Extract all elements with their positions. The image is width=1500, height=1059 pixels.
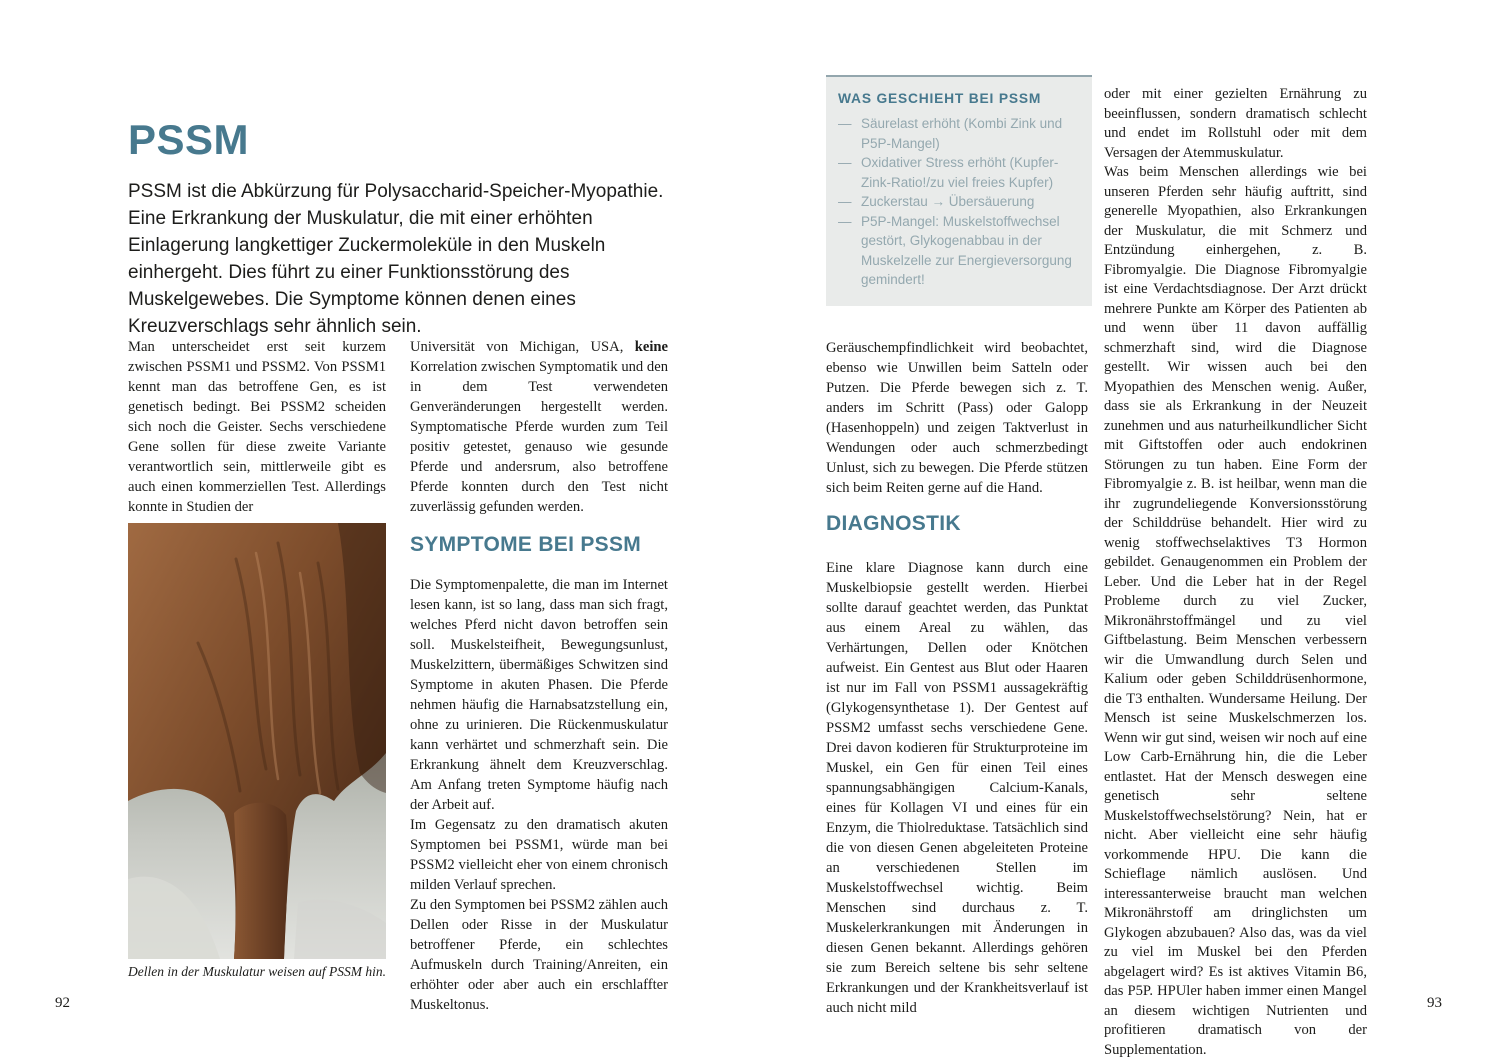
page-number-right: 93 (1427, 995, 1442, 1011)
body-paragraph: Im Gegensatz zu den dramatisch akuten Symptomen bei PSSM1, würde man bei PSSM2 vielleicht eher von einem chronisch milden Verlauf sprechen. (410, 817, 668, 893)
dash-bullet: — (838, 155, 852, 170)
infobox-item-text: Zuckerstau → Übersäuerung (861, 194, 1035, 209)
infobox-item (838, 114, 1078, 153)
left-page-column-2 (410, 337, 668, 1015)
section-heading-symptome: SYMPTOME BEI PSSM (410, 533, 642, 556)
right-page-column-1 (826, 338, 1088, 1018)
right-page-column-2 (1104, 85, 1367, 1059)
infobox-item-text: P5P-Mangel: Muskelstoffwechsel gestört, Glykogenabbau in der Muskelzelle zur Energieversorgung gemindert! (861, 213, 1072, 287)
section-heading-diagnostik: DIAGNOSTIK (826, 512, 961, 535)
infobox-item (838, 192, 1078, 212)
page-number-left: 92 (55, 995, 70, 1011)
body-paragraph: Die Symptomenpalette, die man im Internet lesen kann, ist so lang, dass man sich fragt, welches Pferd nicht davon betroffen sein soll. Muskelsteifheit, Bewegungsunlust, Muskelzittern, übermäßiges Schwitzen sind Symptome in akuten Phasen. Die Pferde nehmen häufig die Harnabsatzstellung ein, ohne zu urinieren. Die Rückenmuskulatur kann verhärtet und schmerzhaft sein. Die Erkrankung ähnelt dem Kreuzverschlag. Am Anfang treten Symptome häufig nach der Arbeit auf. (410, 577, 668, 813)
page-title: PSSM (128, 116, 250, 163)
body-paragraph: Man unterscheidet erst seit kurzem zwischen PSSM1 und PSSM2. Von PSSM1 kennt man das betroffene Gen, es ist genetisch bedingt. Bei PSSM2 scheiden sich noch die Geister. Sechs verschiedene Gene sollen für diese zweite Variante verantwortlich sein, mittlerweile gibt es auch einen kommerziellen Test. Allerdings konnte in Studien der (128, 339, 386, 515)
body-paragraph: oder mit einer gezielten Ernährung zu beeinflussen, sondern dramatisch schlecht und endet im Rollstuhl oder mit dem Versagen der Atemmuskulatur. (1104, 86, 1367, 161)
photo-caption: Dellen in der Muskulatur weisen auf PSSM hin. (128, 964, 386, 979)
left-page-column-1 (128, 337, 386, 517)
body-paragraph (410, 337, 668, 517)
bold-keyword: keine (634, 339, 668, 355)
infobox-item-text: Oxidativer Stress erhöht (Kupfer-Zink-Ratio!/zu viel freies Kupfer) (861, 155, 1059, 190)
dash-bullet: — (838, 213, 852, 229)
infobox-title: WAS GESCHIEHT BEI PSSM (838, 91, 1042, 106)
body-paragraph: Zu den Symptomen bei PSSM2 zählen auch Dellen oder Risse in der Muskulatur betroffener Pferde, ein schlechtes Aufmuskeln durch Training/Anreiten, ein erhöhter oder aber auch ein erschlaffter Muskeltonus. (410, 897, 668, 1013)
body-paragraph: Geräuschempfindlichkeit wird beobachtet, ebenso wie Unwillen beim Satteln oder Putzen. Die Pferde bewegen sich z. T. anders im Schritt (Pass) oder Galopp (Hasenhoppeln) und zeigen Taktverlust in Wendungen oder auch schmerzbedingt Unlust, sich zu bewegen. Die Pferde stützen sich beim Reiten gerne auf die Hand. (826, 340, 1088, 496)
horse-muscle-photo (128, 523, 386, 959)
paragraph-text: Universität von Michigan, USA, (410, 339, 635, 355)
intro-paragraph: PSSM ist die Abkürzung für Polysaccharid-Speicher-Myopathie. Eine Erkrankung der Muskulatur, die mit einer erhöhten Einlagerung langkettiger Zuckermoleküle in den Muskeln einhergeht. Dies führt zu einer Funktionsstörung des Muskelgewebes. Die Symptome können denen eines Kreuzverschlags sehr ähnlich sein. (128, 181, 664, 337)
dash-bullet: — (838, 116, 852, 131)
infobox-was-geschieht-bei-pssm (826, 75, 1092, 306)
dash-bullet: — (838, 194, 852, 209)
body-paragraph: Was beim Menschen allerdings wie bei unseren Pferden sehr häufig auftritt, sind generelle Myopathien, also Erkrankungen der Muskulatur, die mit Schmerz und Entzündung einhergehen, z. B. Fibromyalgie. Die Diagnose Fibromyalgie ist eine Verdachtsdiagnose. Der Arzt drückt mehrere Punkte am Körper des Patienten ab und wenn über 11 davon auffällig schmerzhaft sind, wird die Diagnose gestellt. Wir wissen auch bei den Myopathien des Menschen wenig. Außer, dass sie als Erkrankung in der Neuzeit zunehmen und aus naturheilkundlicher Sicht mit Giftstoffen oder auch endokrinen Störungen zu tun haben. Eine Form der Fibromyalgie z. B. ist heilbar, wenn man die ihr zugrundeliegende Konversionsstörung der Schilddrüse behandelt. Hier wird zu wenig stoffwechselaktives T3 Hormon gebildet. Genaugenommen ein Problem der Leber. Und die Leber hat in der Regel Probleme durch zu viel Zucker, Mikronährstoffmängel und zu viel Giftbelastung. Beim Menschen verbessern wir die Umwandlung durch Selen und Kalium oder geben Schilddrüsenhormone, die T3 enthalten. Wundersame Heilung. Der Mensch ist seine Muskelschmerzen los. Wenn wir gut sind, weisen wir noch auf eine Low Carb-Ernährung hin, die die Leber entlastet. Hat der Mensch deswegen eine genetisch sehr seltene Muskelstoffwechselstörung? Nein, hat er nicht. Aber vielleicht eine sehr häufig vorkommende HPU. Die kann die Schieflage nämlich auslösen. Und interessanterweise braucht man welchen Mikronährstoff am dringlichsten um Glykogen abzubauen? Also das, was da viel zu viel im Muskel bei den Pferden abgelagert wird? Es ist aktives Vitamin B6, das P5P. HPUler haben immer einen Mangel an diesem wichtigen Nutrienten und profitieren dramatisch von der Supplementation. (1104, 164, 1367, 1058)
body-paragraph: Eine klare Diagnose kann durch eine Muskelbiopsie gestellt werden. Hierbei sollte darauf geachtet werden, das Punktat aus einem Areal zu wählen, das Verhärtungen, Dellen oder Knötchen aufweist. Ein Gentest aus Blut oder Haaren ist nur im Fall von PSSM1 aussagekräftig (Glykogensynthetase 1). Der Gentest auf PSSM2 umfasst sechs verschiedene Gene. Drei davon kodieren für Strukturproteine im Muskel, ein Gen für einen Teil eines spannungsabhängigen Calcium-Kanals, eines für Kollagen VI und eines für ein Enzym, die Thiolreduktase. Tatsächlich sind die von diesen Genen abgeleiteten Proteine an verschiedenen Stellen im Muskelstoffwechsel wichtig. Beim Menschen sind durchaus z. T. Muskelerkrankungen mit Änderungen in diesen Genen bekannt. Allerdings gehören sie zum Bereich seltene bis sehr seltene Erkrankungen und der Krankheitsverlauf ist auch nicht mild (826, 560, 1088, 1016)
paragraph-text: Korrelation zwischen Symptomatik und den in dem Test verwendeten Genveränderungen hergestellt werden. Symptomatische Pferde wurden zum Teil positiv getestet, genauso wie gesunde Pferde und andersrum, also betroffene Pferde konnten durch den Test nicht zuverlässig gefunden werden. (410, 359, 668, 515)
horse-leg-illustration (128, 523, 386, 959)
infobox-item-text: Säurelast erhöht (Kombi Zink und P5P-Mangel) (861, 116, 1063, 151)
infobox-item (838, 153, 1078, 192)
infobox-item (838, 212, 1078, 290)
